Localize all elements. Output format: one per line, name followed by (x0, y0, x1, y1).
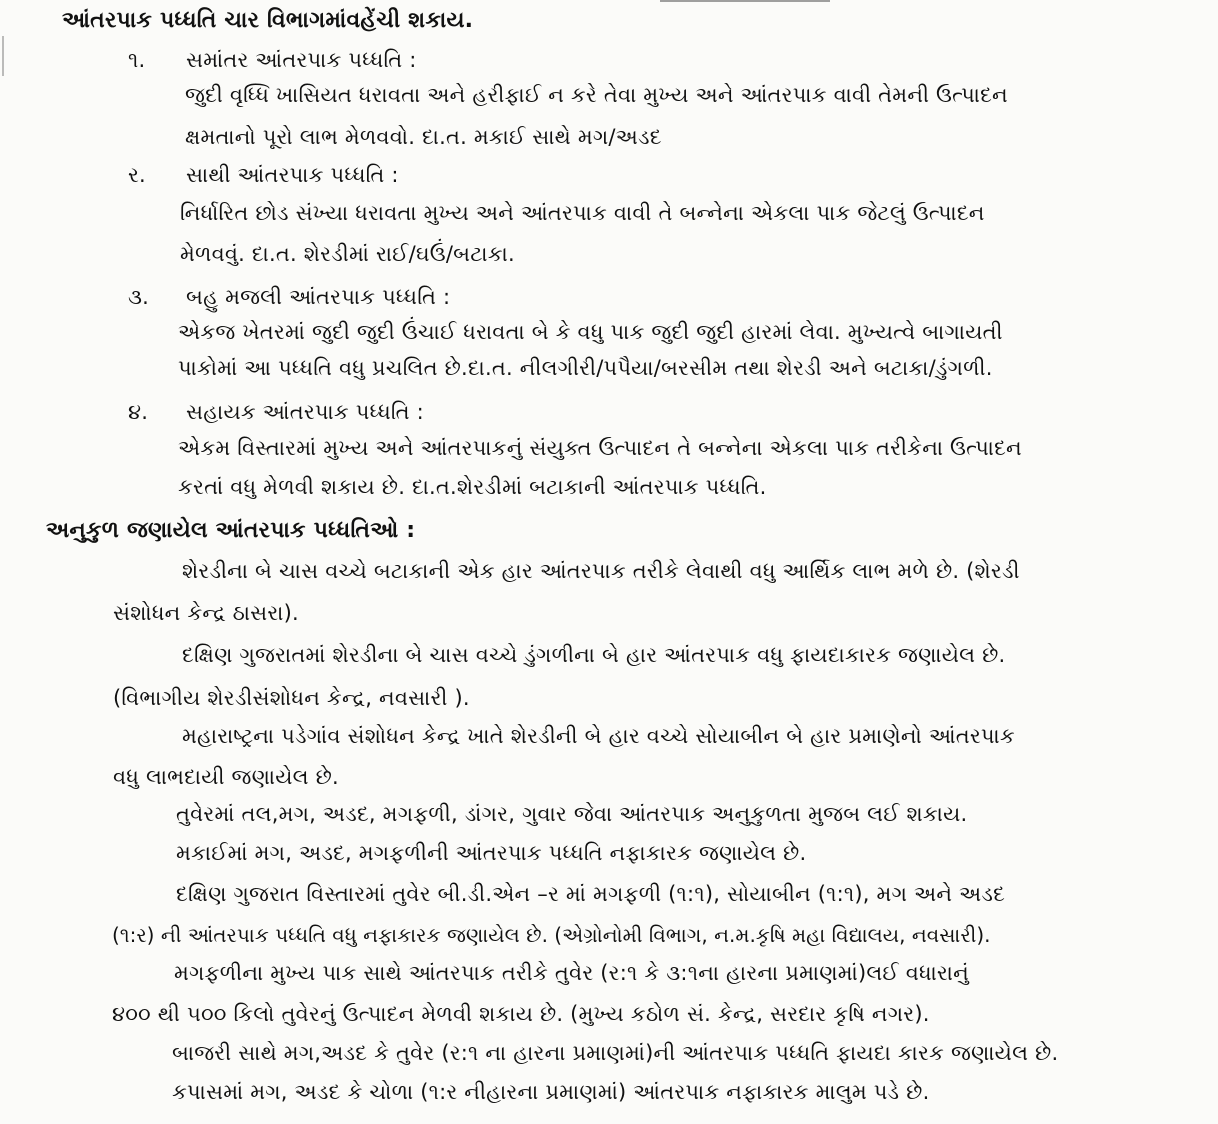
suitable-line-5: મહારાષ્ટ્રના પડેગાંવ સંશોધન કેન્દ્ર ખાતે શેરડીની બે હાર વચ્ચે સોયાબીન બે હાર પ્રમાણેનો આંતરપાક (182, 724, 1015, 748)
suitable-line-12: ૪૦૦ થી ૫૦૦ કિલો તુવેરનું ઉત્પાદન મેળવી શકાય છે. (મુખ્ય કઠોળ સં. કેન્દ્ર, સરદાર કૃષિ નગર). (112, 1002, 930, 1026)
suitable-line-7: તુવેરમાં તલ,મગ, અડદ, મગફળી, ડાંગર, ગુવાર જેવા આંતરપાક અનુકુળતા મુજબ લઈ શકાય. (176, 802, 968, 826)
suitable-line-6: વધુ લાભદાયી જણાયેલ છે. (113, 765, 339, 789)
method-3-line-1: એકજ ખેતરમાં જુદી જુદી ઉંચાઈ ધરાવતા બે કે વધુ પાક જુદી જુદી હારમાં લેવા. મુખ્યત્વે બાગાયતી (178, 320, 1003, 344)
method-title: સમાંતર આંતરપાક પધ્ધતિ : (186, 48, 417, 72)
suitable-line-11: મગફળીના મુખ્ય પાક સાથે આંતરપાક તરીકે તુવેર (ર:૧ કે ૩:૧ના હારના પ્રમાણમાં)લઈ વધારાનું (174, 961, 969, 985)
suitable-line-3: દક્ષિણ ગુજરાતમાં શેરડીના બે ચાસ વચ્ચે ડુંગળીના બે હાર આંતરપાક વધુ ફાયદાકારક જણાયેલ છે. (182, 643, 1006, 667)
method-number: ૧. (128, 48, 146, 72)
method-number: ૪. (128, 400, 149, 424)
suitable-line-1: શેરડીના બે ચાસ વચ્ચે બટાકાની એક હાર આંતરપાક તરીકે લેવાથી વધુ આર્થિક લાભ મળે છે. (શેરડી (182, 559, 1020, 583)
method-title: બહુ મજલી આંતરપાક પધ્ધતિ : (186, 285, 451, 309)
suitable-line-4: (વિભાગીય શેરડીસંશોધન કેન્દ્ર, નવસારી ). (113, 686, 470, 710)
scan-artifact-left (2, 36, 4, 76)
method-2-title-row (128, 160, 399, 190)
suitable-line-2: સંશોધન કેન્દ્ર ઠાસરા). (113, 601, 299, 625)
suitable-line-10: (૧:ર) ની આંતરપાક પધ્ધતિ વધુ નફાકારક જણાયેલ છે. (એગ્રોનોમી વિભાગ, ન.મ.કૃષિ મહા વિદ્યાલય, નવસારી). (112, 923, 991, 947)
method-title: સાથી આંતરપાક પધ્ધતિ : (186, 163, 399, 187)
method-3-title-row (128, 282, 450, 312)
suitable-line-14: કપાસમાં મગ, અડદ કે ચોળા (૧:ર નીહારના પ્રમાણમાં) આંતરપાક નફાકારક માલુમ પડે છે. (172, 1080, 930, 1104)
method-4-line-1: એકમ વિસ્તારમાં મુખ્ય અને આંતરપાકનું સંયુક્ત ઉત્પાદન તે બન્નેના એકલા પાક તરીકેના ઉત્પાદન (178, 436, 1022, 460)
method-1-line-1: જુદી વૃધ્ધિ ખાસિયત ધરાવતા અને હરીફાઈ ન કરે તેવા મુખ્ય અને આંતરપાક વાવી તેમની ઉત્પાદન (185, 83, 1008, 107)
method-title: સહાયક આંતરપાક પધ્ધતિ : (186, 400, 424, 424)
method-number: ૩. (128, 285, 150, 309)
suitable-line-9: દક્ષિણ ગુજરાત વિસ્તારમાં તુવેર બી.ડી.એન –ર માં મગફળી (૧:૧), સોયાબીન (૧:૧), મગ અને અડદ (176, 882, 1006, 906)
method-1-title-row (128, 45, 417, 75)
method-2-line-2: મેળવવું. દા.ત. શેરડીમાં રાઈ/ઘઉં/બટાકા. (180, 242, 515, 266)
method-2-line-1: નિર્ધારિત છોડ સંખ્યા ધરાવતા મુખ્ય અને આંતરપાક વાવી તે બન્નેના એકલા પાક જેટલું ઉત્પાદન (180, 201, 985, 225)
suitable-line-8: મકાઈમાં મગ, અડદ, મગફળીની આંતરપાક પધ્ધતિ નફાકારક જણાયેલ છે. (176, 841, 807, 865)
intro-heading: આંતરપાક પધ્ધતિ ચાર વિભાગમાંવહેંચી શકાય. (62, 8, 474, 33)
method-4-line-2: કરતાં વધુ મેળવી શકાય છે. દા.ત.શેરડીમાં બટાકાની આંતરપાક પધ્ધતિ. (178, 475, 767, 499)
method-number: ર. (128, 163, 146, 187)
method-3-line-2: પાકોમાં આ પધ્ધતિ વધુ પ્રચલિત છે.દા.ત. નીલગીરી/પપૈયા/બરસીમ તથા શેરડી અને બટાકા/ડુંગળી. (178, 356, 993, 380)
scan-artifact-top (660, 0, 830, 2)
method-4-title-row (128, 397, 424, 427)
suitable-heading: અનુકુળ જણાયેલ આંતરપાક પધ્ધતિઓ : (46, 518, 416, 543)
suitable-line-13: બાજરી સાથે મગ,અડદ કે તુવેર (ર:૧ ના હારના પ્રમાણમાં)ની આંતરપાક પધ્ધતિ ફાયદા કારક જણાયેલ છે. (172, 1041, 1059, 1065)
method-1-line-2: ક્ષમતાનો પૂરો લાભ મેળવવો. દા.ત. મકાઈ સાથે મગ/અડદ (185, 125, 662, 149)
